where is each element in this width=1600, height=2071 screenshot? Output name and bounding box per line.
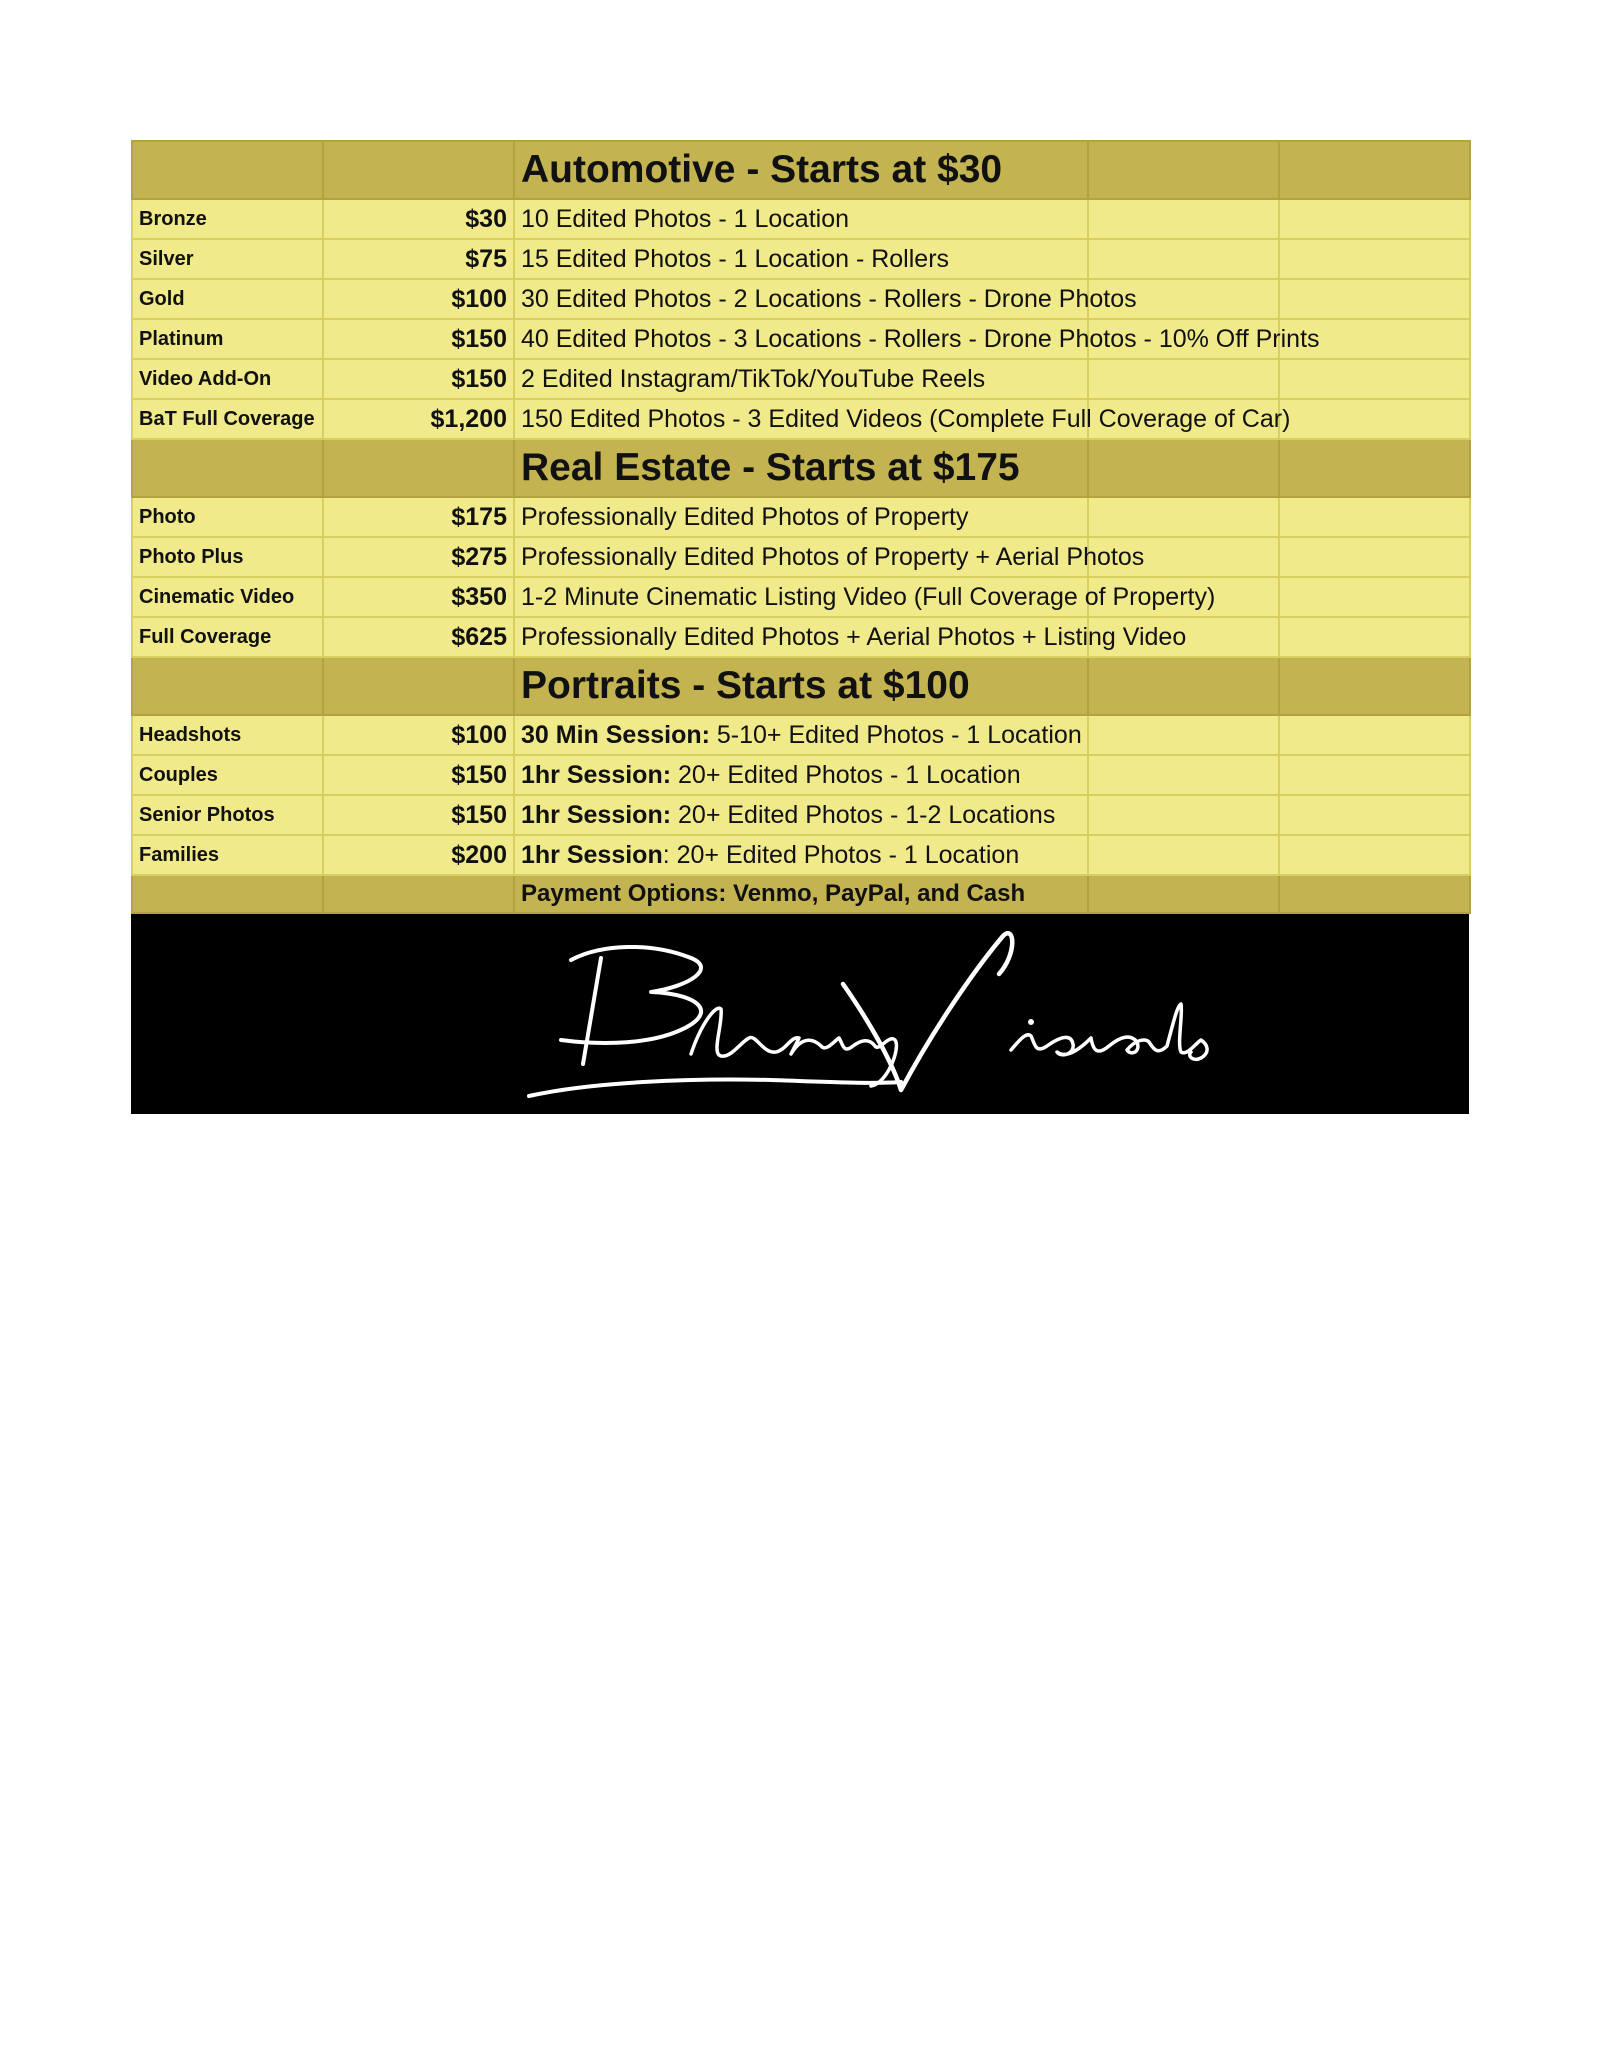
empty-cell <box>132 141 323 199</box>
table-row <box>132 795 1470 835</box>
description-text: 1-2 Minute Cinematic Listing Video (Full Coverage of Property) <box>521 582 1216 611</box>
package-description <box>514 715 1088 755</box>
package-price: $350 <box>323 577 514 617</box>
table-row <box>132 359 1470 399</box>
description-text: Professionally Edited Photos of Property <box>521 502 969 531</box>
package-price: $150 <box>323 359 514 399</box>
empty-cell <box>1088 141 1279 199</box>
package-name: Video Add-On <box>132 359 323 399</box>
package-description <box>514 537 1145 577</box>
package-name: Photo Plus <box>132 537 323 577</box>
package-name: Photo <box>132 497 323 537</box>
package-name: Gold <box>132 279 323 319</box>
table-row <box>132 715 1470 755</box>
package-price: $625 <box>323 617 514 657</box>
package-name: Cinematic Video <box>132 577 323 617</box>
empty-cell <box>1279 439 1470 497</box>
empty-cell <box>1088 439 1279 497</box>
empty-cell <box>1088 795 1279 835</box>
package-description <box>514 617 1187 657</box>
session-length: 1hr Session <box>521 840 663 869</box>
table-row <box>132 537 1470 577</box>
empty-cell <box>323 657 514 715</box>
description-text: 15 Edited Photos - 1 Location - Rollers <box>521 244 950 273</box>
section-header-row <box>132 439 1470 497</box>
section-title: Real Estate - Starts at $175 <box>514 439 1088 497</box>
empty-cell <box>1279 617 1470 657</box>
package-price: $100 <box>323 279 514 319</box>
payment-options: Payment Options: Venmo, PayPal, and Cash <box>514 875 1088 913</box>
package-description <box>514 795 1088 835</box>
package-name: Platinum <box>132 319 323 359</box>
empty-cell <box>1279 795 1470 835</box>
table-row <box>132 835 1470 875</box>
description-text: 5-10+ Edited Photos - 1 Location <box>709 720 1082 749</box>
description-text: 10 Edited Photos - 1 Location <box>521 204 850 233</box>
price-sheet <box>131 140 1469 1114</box>
empty-cell <box>1088 875 1279 913</box>
description-text: 20+ Edited Photos - 1 Location <box>671 760 1021 789</box>
blazing-visuals-signature-logo <box>131 914 1469 1114</box>
table-row <box>132 497 1470 537</box>
package-price: $175 <box>323 497 514 537</box>
section-header-row <box>132 141 1470 199</box>
empty-cell <box>1279 239 1470 279</box>
package-description <box>514 319 1320 359</box>
package-price: $150 <box>323 319 514 359</box>
empty-cell <box>1088 359 1279 399</box>
empty-cell <box>1279 279 1470 319</box>
section-title: Portraits - Starts at $100 <box>514 657 1088 715</box>
payment-row <box>132 875 1470 913</box>
empty-cell <box>1088 835 1279 875</box>
empty-cell <box>1088 497 1279 537</box>
package-description <box>514 835 1088 875</box>
package-description <box>514 199 1088 239</box>
description-text: Professionally Edited Photos of Property + Aerial Photos <box>521 542 1145 571</box>
empty-cell <box>1088 657 1279 715</box>
session-length: 30 Min Session: <box>521 720 710 749</box>
package-name: Senior Photos <box>132 795 323 835</box>
description-text: 150 Edited Photos - 3 Edited Videos (Complete Full Coverage of Car) <box>521 404 1291 433</box>
empty-cell <box>1088 755 1279 795</box>
empty-cell <box>1279 835 1470 875</box>
description-text: 40 Edited Photos - 3 Locations - Rollers - Drone Photos - 10% Off Prints <box>521 324 1320 353</box>
empty-cell <box>1088 715 1279 755</box>
package-description <box>514 239 1088 279</box>
empty-cell <box>1279 577 1470 617</box>
empty-cell <box>323 875 514 913</box>
package-price: $1,200 <box>323 399 514 439</box>
table-row <box>132 279 1470 319</box>
package-name: Couples <box>132 755 323 795</box>
empty-cell <box>1088 199 1279 239</box>
section-header-row <box>132 657 1470 715</box>
package-name: Headshots <box>132 715 323 755</box>
package-description <box>514 359 1088 399</box>
session-length: 1hr Session: <box>521 760 672 789</box>
package-description <box>514 399 1291 439</box>
description-text: : 20+ Edited Photos - 1 Location <box>662 840 1020 869</box>
package-price: $75 <box>323 239 514 279</box>
empty-cell <box>323 141 514 199</box>
empty-cell <box>1279 657 1470 715</box>
section-title: Automotive - Starts at $30 <box>514 141 1088 199</box>
logo-banner <box>131 914 1469 1114</box>
empty-cell <box>1279 141 1470 199</box>
price-table <box>131 140 1471 914</box>
package-price: $100 <box>323 715 514 755</box>
description-text: 2 Edited Instagram/TikTok/YouTube Reels <box>521 364 986 393</box>
package-description <box>514 497 1088 537</box>
empty-cell <box>1279 359 1470 399</box>
empty-cell <box>1279 497 1470 537</box>
table-row <box>132 319 1470 359</box>
package-price: $200 <box>323 835 514 875</box>
table-row <box>132 577 1470 617</box>
description-text: 20+ Edited Photos - 1-2 Locations <box>671 800 1056 829</box>
package-name: Full Coverage <box>132 617 323 657</box>
package-name: Families <box>132 835 323 875</box>
empty-cell <box>1279 755 1470 795</box>
package-name: BaT Full Coverage <box>132 399 323 439</box>
description-text: Professionally Edited Photos + Aerial Photos + Listing Video <box>521 622 1187 651</box>
empty-cell <box>132 875 323 913</box>
package-description <box>514 577 1216 617</box>
package-name: Silver <box>132 239 323 279</box>
table-row <box>132 199 1470 239</box>
empty-cell <box>323 439 514 497</box>
empty-cell <box>132 439 323 497</box>
empty-cell <box>1279 199 1470 239</box>
package-price: $275 <box>323 537 514 577</box>
package-name: Bronze <box>132 199 323 239</box>
description-text: 30 Edited Photos - 2 Locations - Rollers - Drone Photos <box>521 284 1137 313</box>
table-row <box>132 239 1470 279</box>
session-length: 1hr Session: <box>521 800 672 829</box>
empty-cell <box>1279 875 1470 913</box>
table-row <box>132 399 1470 439</box>
package-price: $30 <box>323 199 514 239</box>
empty-cell <box>132 657 323 715</box>
package-description <box>514 279 1137 319</box>
empty-cell <box>1279 715 1470 755</box>
empty-cell <box>1279 399 1470 439</box>
package-price: $150 <box>323 795 514 835</box>
empty-cell <box>1088 239 1279 279</box>
package-description <box>514 755 1088 795</box>
empty-cell <box>1279 537 1470 577</box>
table-row <box>132 617 1470 657</box>
package-price: $150 <box>323 755 514 795</box>
table-row <box>132 755 1470 795</box>
